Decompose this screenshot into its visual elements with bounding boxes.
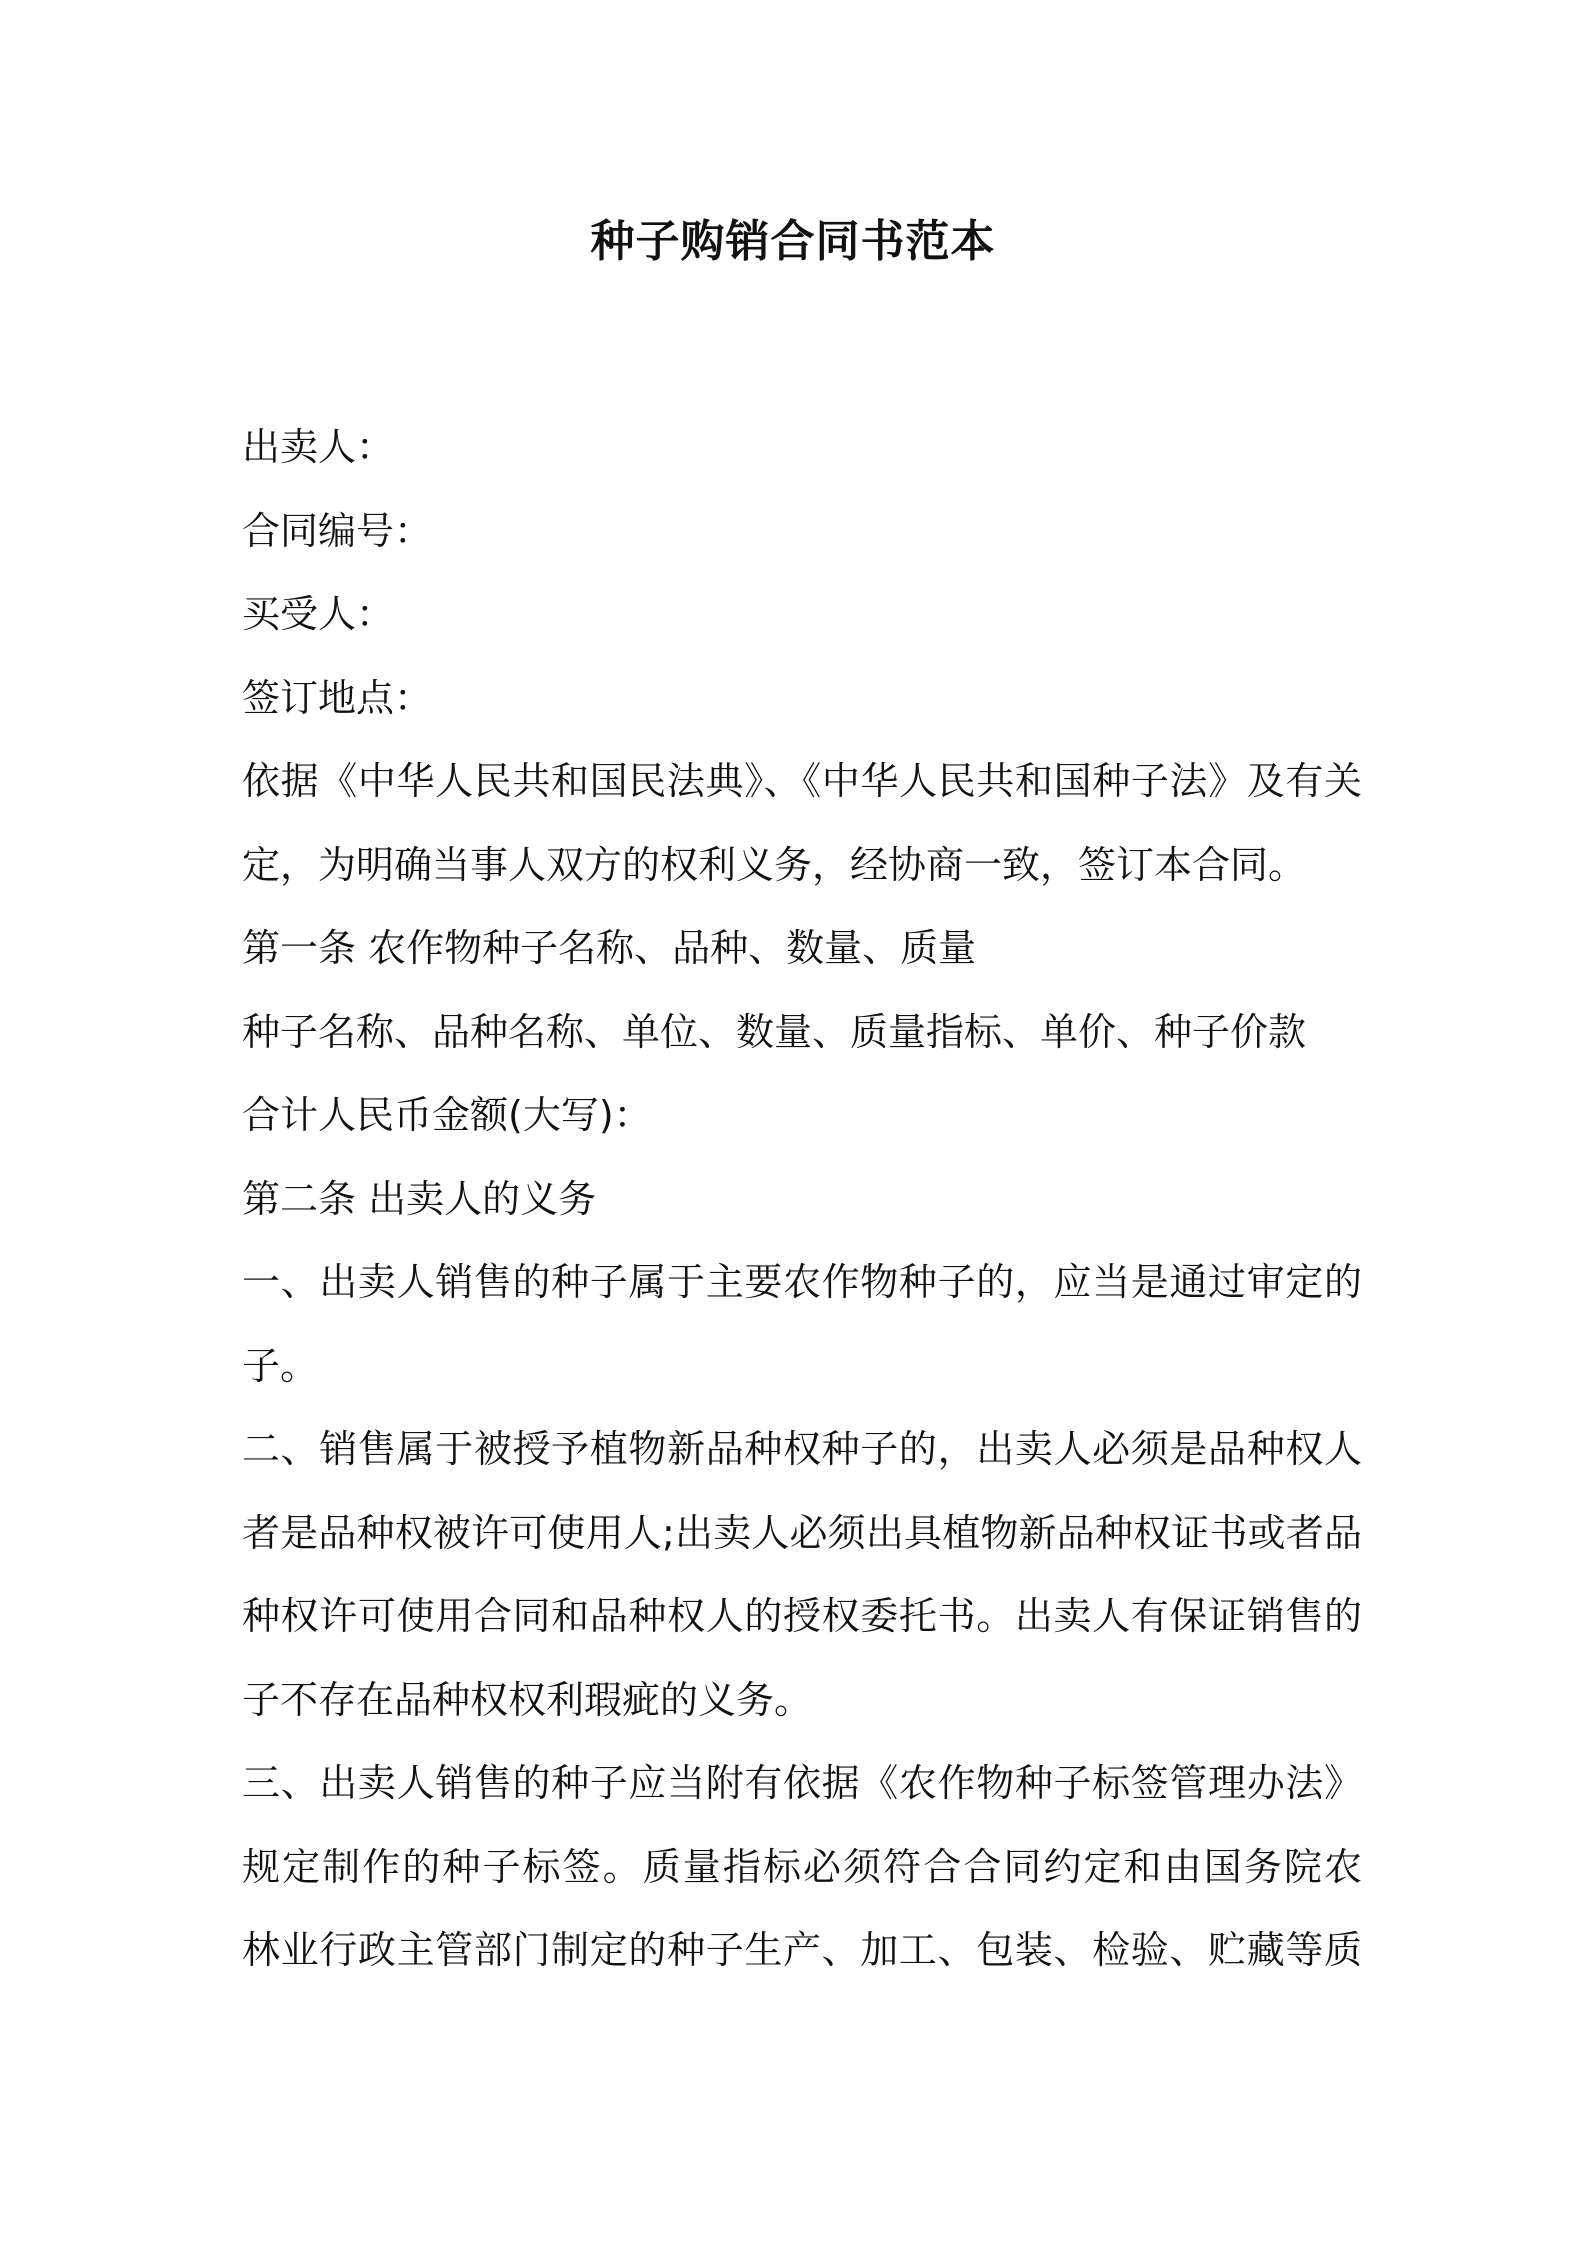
document-body [242, 406, 1362, 1993]
paragraph-line: 二、销售属于被授予植物新品种权种子的，出卖人必须是品种权人 [242, 1427, 1362, 1471]
paragraph-line: 种权许可使用合同和品种权人的授权委托书。出卖人有保证销售的 [242, 1594, 1362, 1638]
paragraph-line: 规定制作的种子标签。质量指标必须符合合同约定和由国务院农 [242, 1844, 1362, 1889]
paragraph-line: 种子名称、品种名称、单位、数量、质量指标、单价、种子价款 [242, 1009, 1307, 1054]
paragraph-line: 子不存在品种权权利瑕疵的义务。 [242, 1677, 813, 1722]
document-title: 种子购销合同书范本 [590, 216, 996, 267]
paragraph-line: 买受人： [242, 592, 395, 636]
paragraph-line: 子。 [242, 1343, 319, 1388]
paragraph-line: 第二条 出卖人的义务 [242, 1176, 597, 1221]
paragraph-line: 签订地点： [242, 675, 433, 720]
paragraph-line: 出卖人： [242, 425, 395, 469]
paragraph-line: 依据《中华人民共和国民法典》、《中华人民共和国种子法》及有关 [242, 759, 1362, 803]
paragraph-line: 定，为明确当事人双方的权利义务，经协商一致，签订本合同。 [242, 842, 1307, 887]
paragraph-line: 林业行政主管部门制定的种子生产、加工、包装、检验、贮藏等质 [242, 1928, 1362, 1972]
paragraph-line: 者是品种权被许可使用人;出卖人必须出具植物新品种权证书或者品 [242, 1510, 1362, 1555]
paragraph-line: 合同编号： [242, 508, 433, 553]
paragraph-line: 合计人民币金额(大写)： [242, 1093, 652, 1137]
paragraph-line: 三、出卖人销售的种子应当附有依据《农作物种子标签管理办法》 [242, 1761, 1362, 1805]
paragraph-line: 一、出卖人销售的种子属于主要农作物种子的，应当是通过审定的 [242, 1260, 1362, 1304]
paragraph-line: 第一条 农作物种子名称、品种、数量、质量 [242, 926, 977, 970]
